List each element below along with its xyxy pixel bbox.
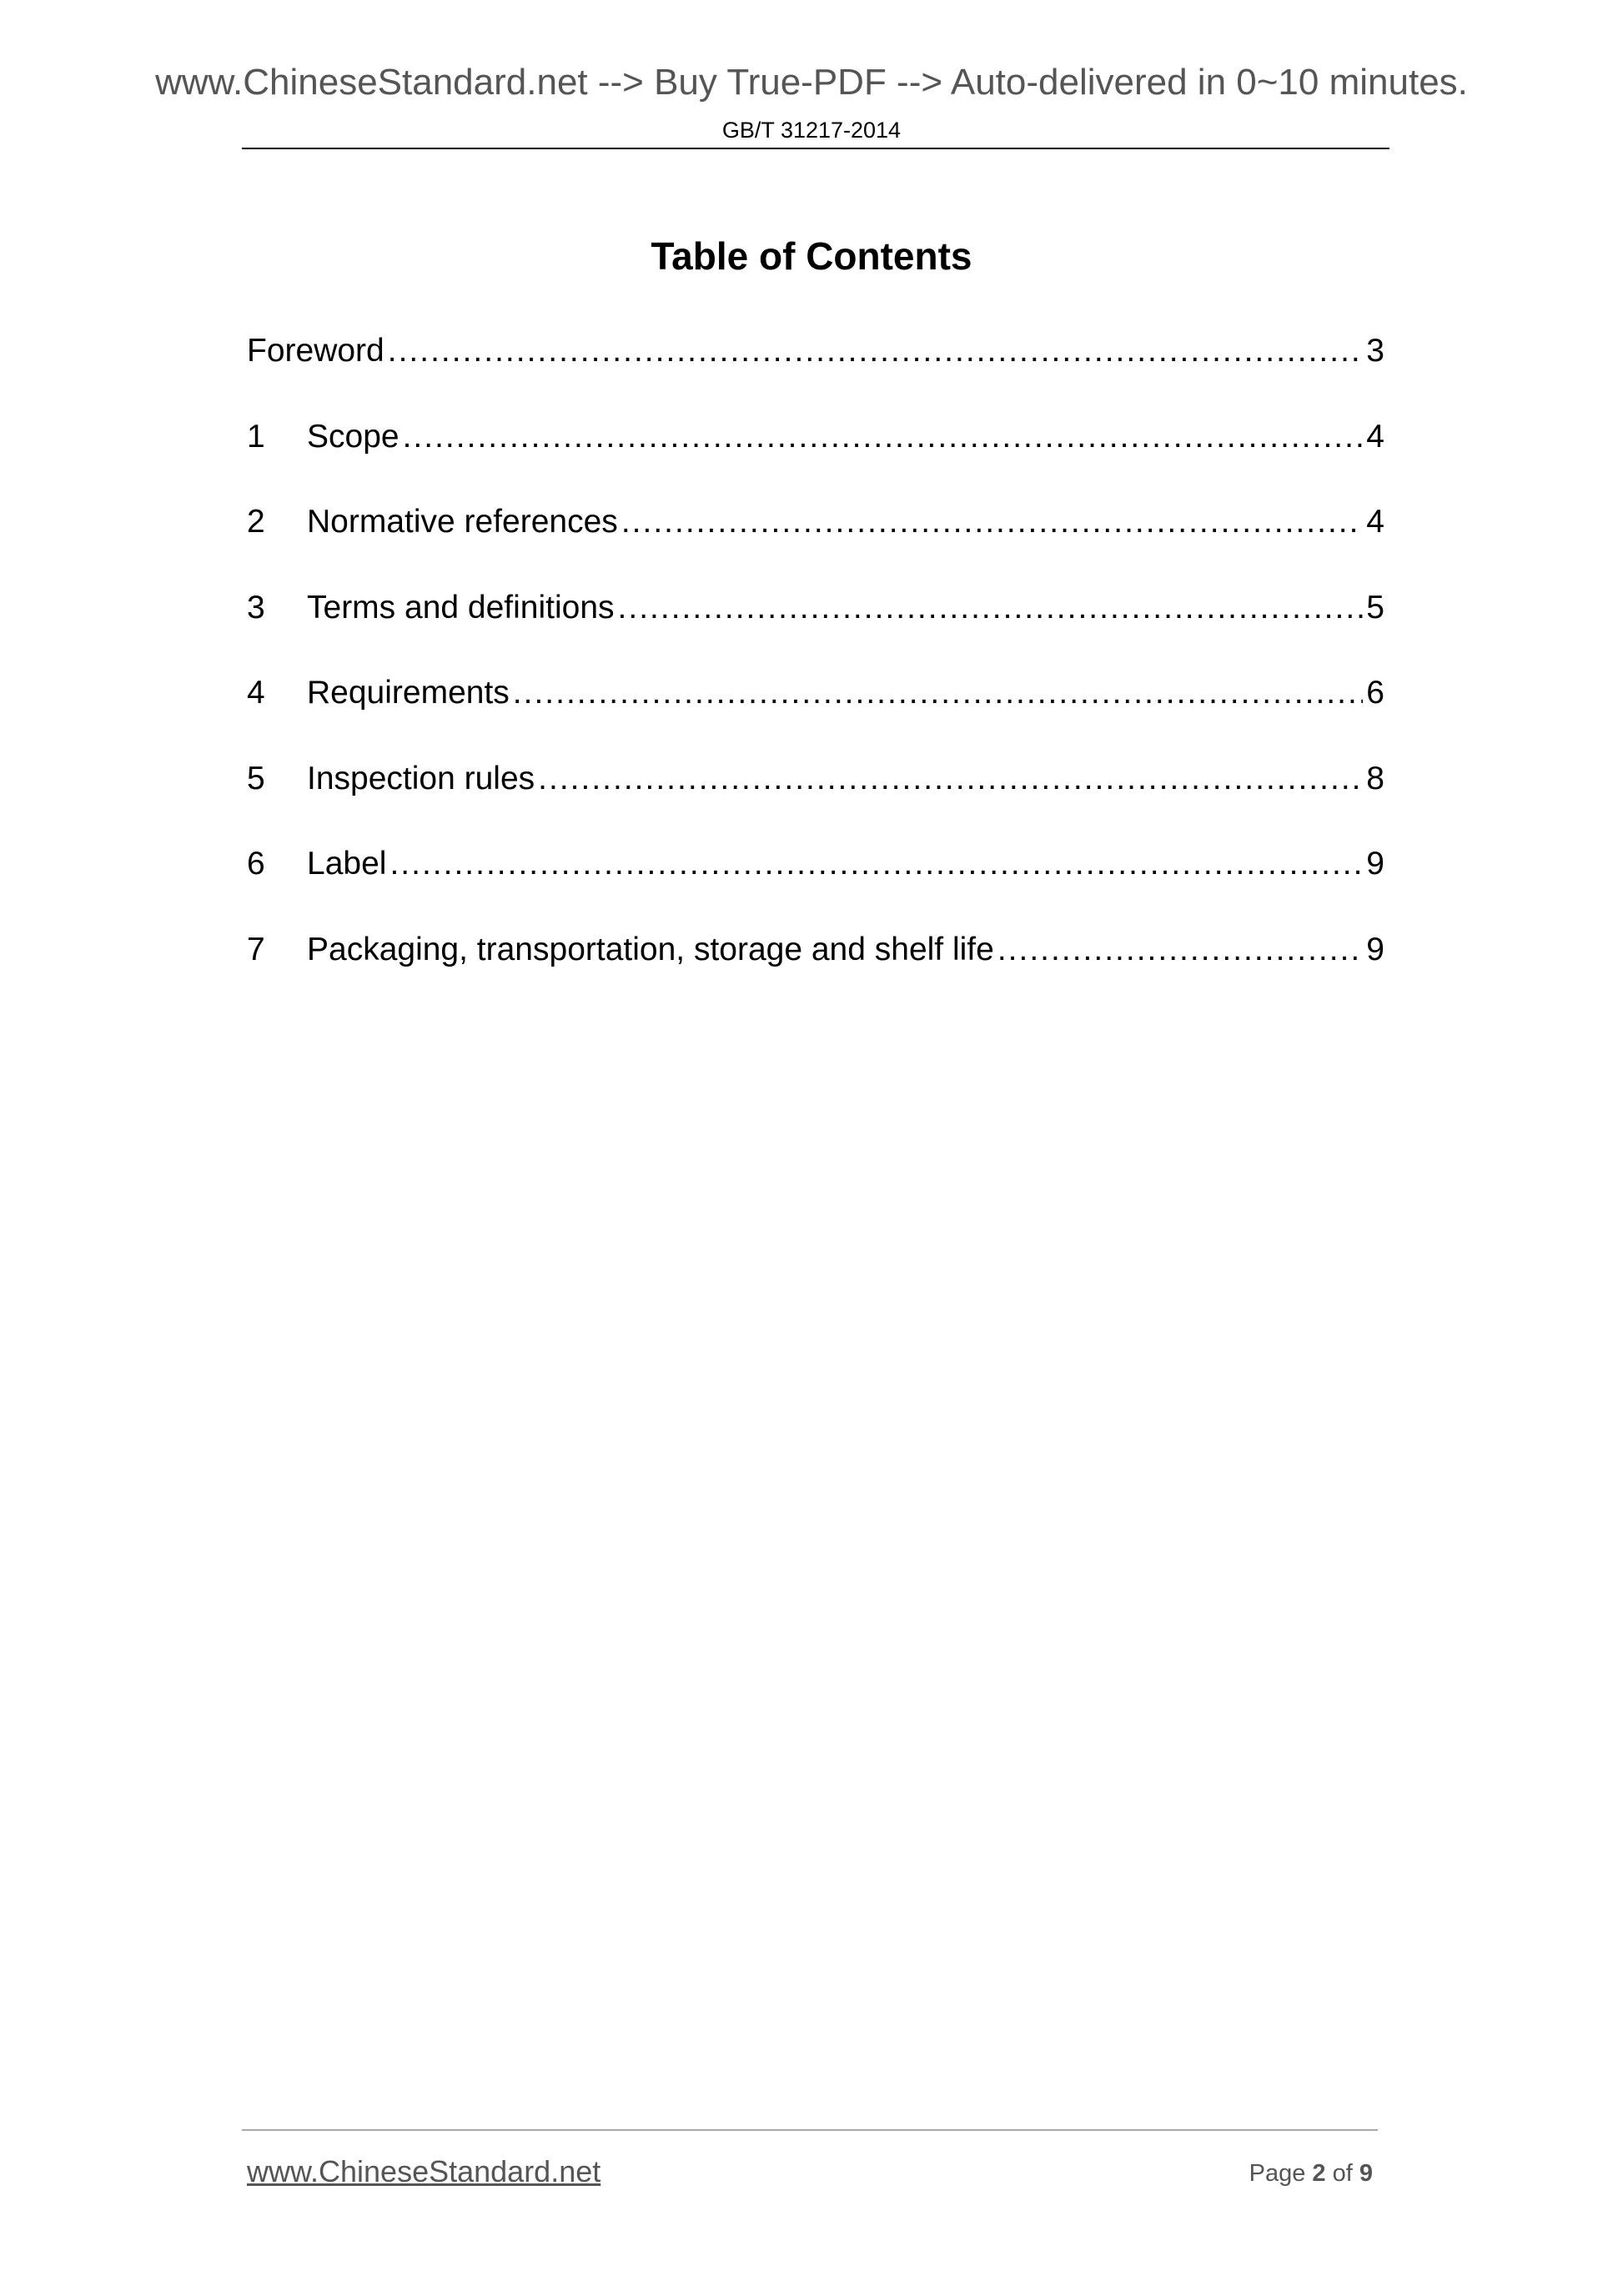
- toc-entry-terms-and-definitions[interactable]: [247, 585, 1384, 671]
- total-pages-number: 9: [1359, 2160, 1373, 2187]
- toc-entry-label: Terms and definitions: [307, 589, 615, 625]
- toc-dot-leader: [388, 328, 1364, 374]
- toc-entry-label: Label: [307, 846, 387, 882]
- toc-entry-number: 5: [247, 760, 265, 796]
- toc-entry-inspection-rules[interactable]: [247, 756, 1384, 842]
- toc-entry-normative-references[interactable]: [247, 499, 1384, 585]
- toc-entry-page: 3: [1366, 333, 1384, 369]
- header-divider: [242, 148, 1389, 149]
- page-indicator: [1249, 2160, 1373, 2188]
- toc-dot-leader: [538, 756, 1363, 802]
- toc-entry-page: 9: [1366, 931, 1384, 967]
- toc-entry-page: 9: [1366, 846, 1384, 882]
- toc-entry-page: 6: [1366, 675, 1384, 711]
- toc-dot-leader: [389, 841, 1363, 887]
- header-banner: www.ChineseStandard.net --> Buy True-PDF --> Auto-delivered in 0~10 minutes.: [155, 62, 1468, 103]
- toc-entry-label: Scope: [307, 418, 399, 455]
- of-word: of: [1332, 2160, 1353, 2187]
- toc-entry-page: 4: [1366, 418, 1384, 455]
- toc-entry-number: 6: [247, 846, 265, 882]
- toc-list: [247, 328, 1384, 1012]
- standard-code: GB/T 31217-2014: [721, 118, 902, 143]
- toc-entry-number: 1: [247, 418, 265, 455]
- toc-entry-number: 7: [247, 931, 265, 967]
- toc-entry-label: Inspection rules: [307, 760, 535, 796]
- toc-entry-number: 3: [247, 589, 265, 625]
- toc-dot-leader: [621, 499, 1363, 545]
- toc-entry-label: Packaging, transportation, storage and shelf life: [307, 931, 994, 967]
- toc-entry-label-section[interactable]: [247, 841, 1384, 927]
- toc-dot-leader: [997, 927, 1363, 973]
- toc-entry-page: 8: [1366, 760, 1384, 796]
- toc-entry-label: Foreword: [247, 333, 384, 369]
- footer-site-link[interactable]: www.ChineseStandard.net: [247, 2154, 601, 2188]
- toc-entry-number: 2: [247, 504, 265, 540]
- toc-entry-page: 5: [1366, 589, 1384, 625]
- toc-entry-foreword[interactable]: [247, 328, 1384, 414]
- page-word: Page: [1249, 2160, 1306, 2187]
- current-page-number: 2: [1312, 2160, 1326, 2187]
- toc-dot-leader: [618, 585, 1364, 631]
- toc-dot-leader: [403, 414, 1364, 460]
- toc-entry-label: Normative references: [307, 504, 618, 540]
- toc-entry-page: 4: [1366, 504, 1384, 540]
- toc-entry-scope[interactable]: [247, 414, 1384, 500]
- toc-entry-packaging[interactable]: [247, 927, 1384, 1012]
- toc-dot-leader: [513, 670, 1364, 716]
- toc-entry-requirements[interactable]: [247, 670, 1384, 756]
- toc-title: Table of Contents: [651, 234, 972, 278]
- toc-entry-number: 4: [247, 675, 265, 711]
- toc-entry-label: Requirements: [307, 675, 510, 711]
- footer-divider: [242, 2129, 1378, 2131]
